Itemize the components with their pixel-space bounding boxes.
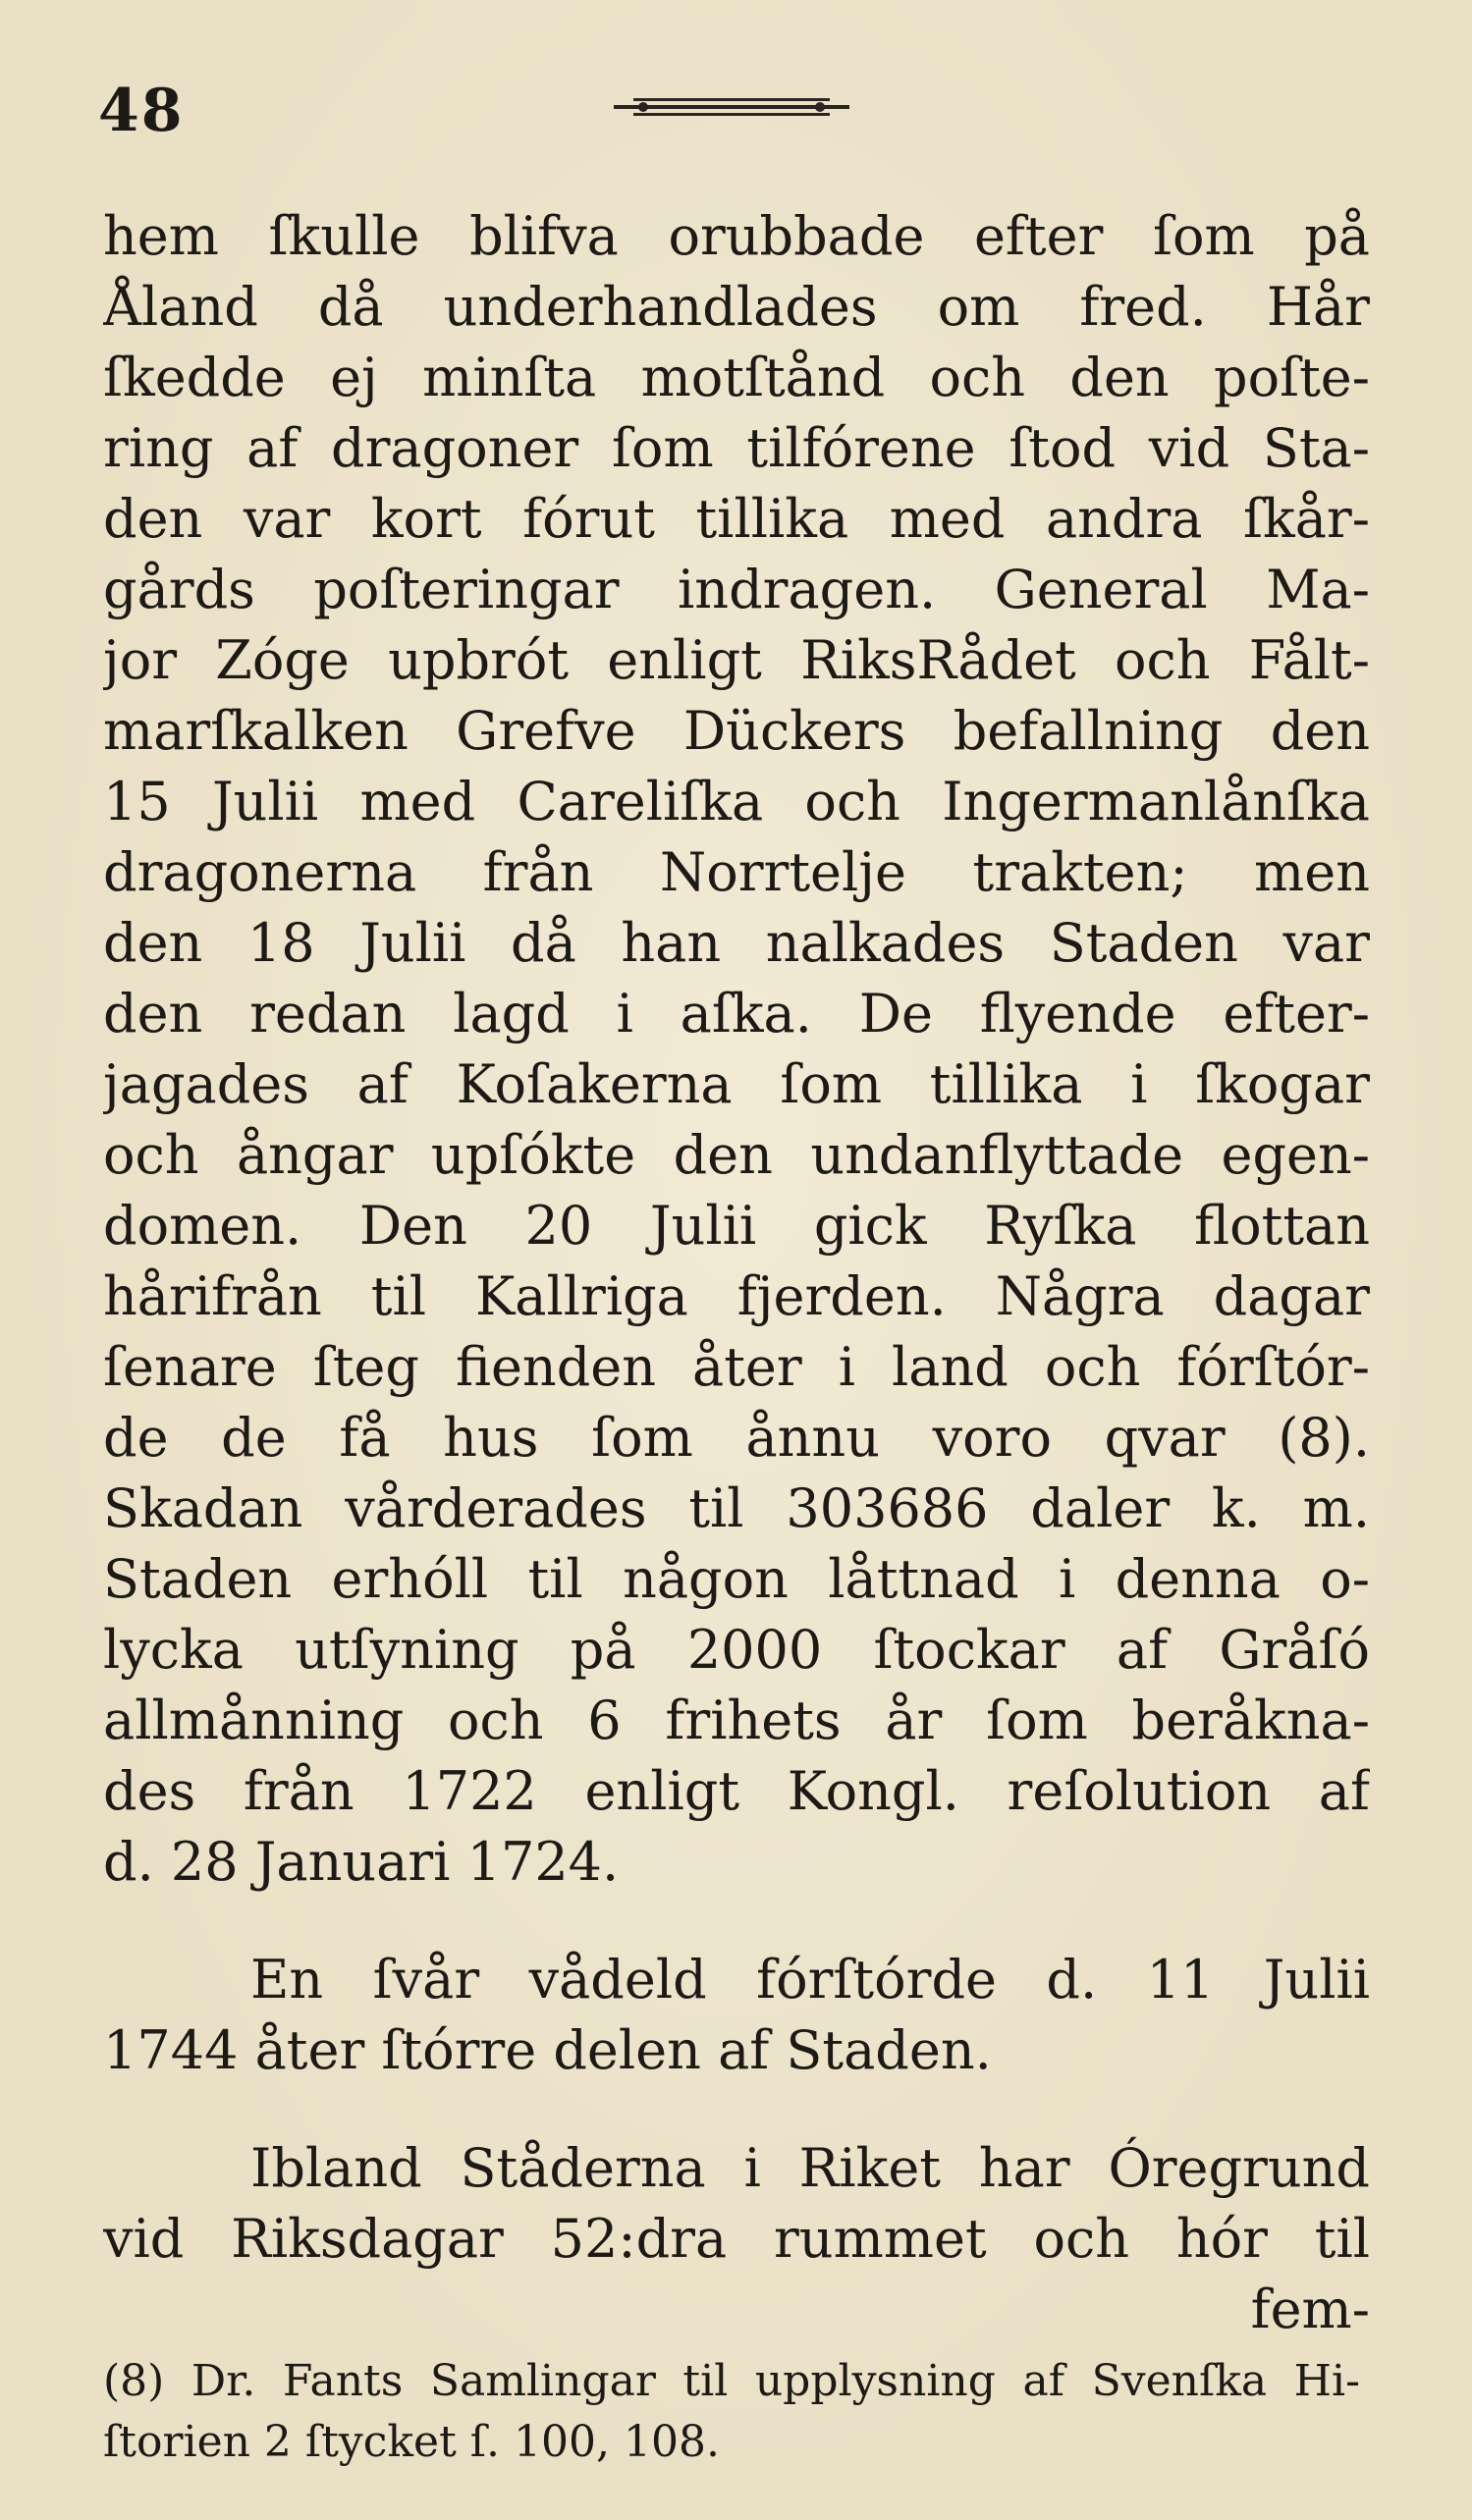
text-line: de de få hus ſom ånnu voro qvar (8). <box>103 1407 1370 1469</box>
text-line: gårds poſteringar indragen. General Ma- <box>103 559 1370 620</box>
text-line: vid Riksdagar 52:dra rummet och hór til <box>103 2208 1370 2270</box>
text-line: 1744 åter ſtórre delen af Staden. <box>103 2019 992 2081</box>
text-line: allmånning och 6 frihets år ſom beråkna- <box>103 1689 1370 1751</box>
page-number: 48 <box>98 77 185 145</box>
text-line: marſkalken Grefve Dückers befallning den <box>103 700 1370 762</box>
text-line: Ibland Ståderna i Riket har Óregrund <box>250 2137 1370 2199</box>
text-line: ſkedde ej minſta motſtånd och den poſte- <box>103 347 1370 408</box>
main-text <box>103 201 1370 2345</box>
text-line: des från 1722 enligt Kongl. reſolution af <box>103 1760 1370 1822</box>
text-line: d. 28 Januari 1724. <box>103 1831 620 1893</box>
text-line: den 18 Julii då han nalkades Staden var <box>103 912 1370 974</box>
text-line: dragonerna från Norrtelje trakten; men <box>103 841 1370 903</box>
text-line: den redan lagd i aſka. De flyende efter- <box>103 983 1370 1045</box>
footnote-line: ſtorien 2 ſtycket ſ. 100, 108. <box>103 2417 720 2467</box>
text-line: En ſvår vådeld fórſtórde d. 11 Julii <box>250 1949 1370 2011</box>
text-line: Åland då underhandlades om fred. Hår <box>103 276 1370 338</box>
text-line: lycka utſyning på 2000 ſtockar af Gråſó <box>103 1619 1370 1681</box>
text-line: Skadan vårderades til 303686 daler k. m. <box>103 1477 1370 1539</box>
footnote <box>103 2351 1360 2473</box>
header-ornament-icon <box>614 92 849 122</box>
text-line: ſenare ſteg fienden åter i land och fórſtór- <box>103 1336 1370 1398</box>
text-line: den var kort fórut tillika med andra ſkår- <box>103 488 1370 550</box>
text-line: hem ſkulle blifva orubbade efter ſom på <box>103 205 1370 267</box>
catchword: fem- <box>1250 2279 1370 2340</box>
text-line: domen. Den 20 Julii gick Ryſka flottan <box>103 1195 1370 1257</box>
text-line: Staden erhóll til någon låttnad i denna o- <box>103 1548 1370 1610</box>
text-line: 15 Julii med Careliſka och Ingermanlånſka <box>103 771 1370 832</box>
text-line: ring af dragoner ſom tilfórene ſtod vid Sta- <box>103 417 1370 479</box>
text-line: jagades af Koſakerna ſom tillika i ſkogar <box>103 1053 1370 1115</box>
text-line: hårifrån til Kallriga fjerden. Några dagar <box>103 1265 1370 1327</box>
footnote-line: (8) Dr. Fants Samlingar til upplysning af Svenſka Hi- <box>103 2356 1360 2406</box>
text-line: och ångar upſókte den undanflyttade egen- <box>103 1124 1370 1186</box>
text-line: jor Zóge upbrót enligt RiksRådet och Fålt- <box>103 629 1370 691</box>
